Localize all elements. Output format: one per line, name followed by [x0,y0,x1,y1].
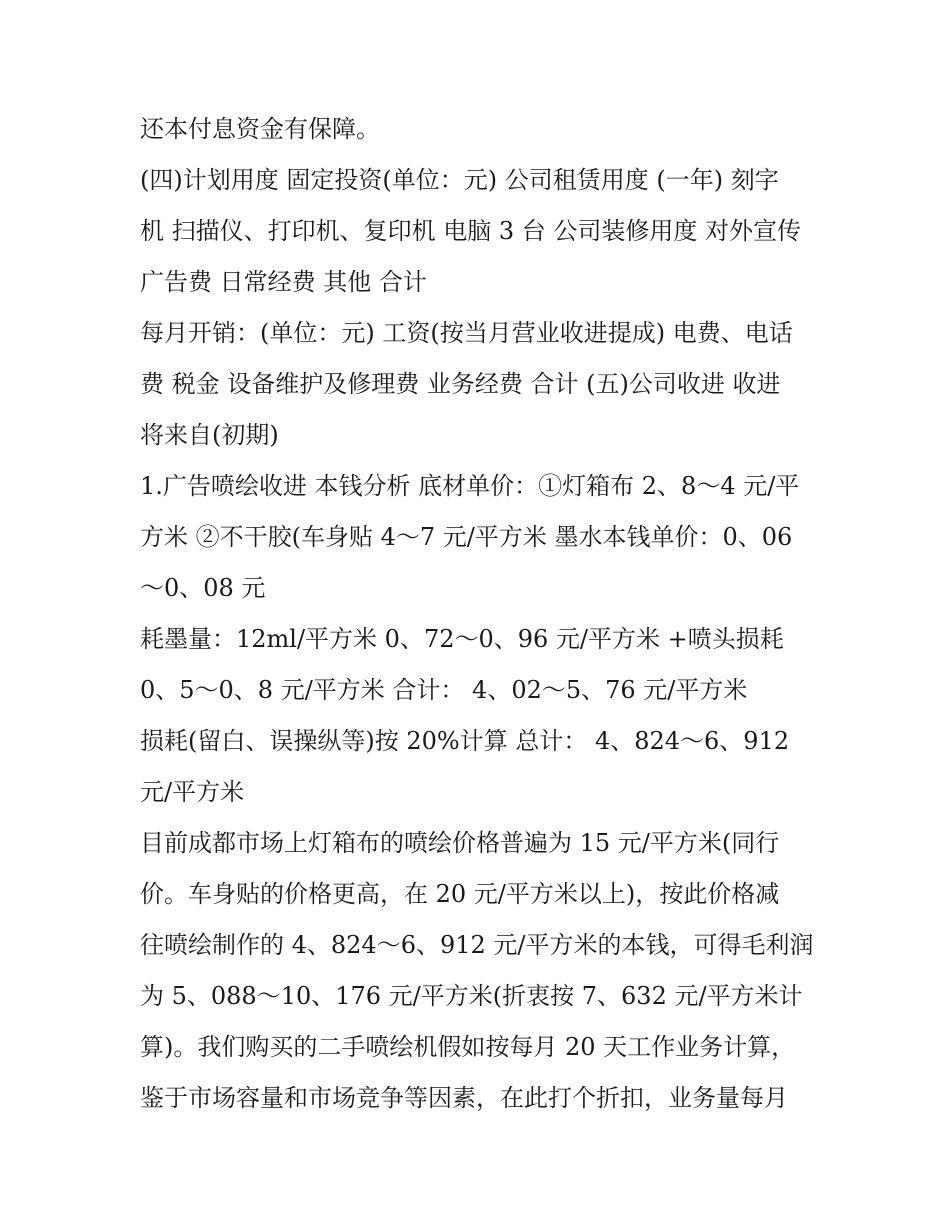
text-line: 算)。我们购买的二手喷绘机假如按每月 20 天工作业务计算， [140,1033,796,1061]
text-line: 广告费 日常经费 其他 合计 [140,268,427,296]
text-line: 1.广告喷绘收进 本钱分析 底材单价：①灯箱布 2、8～4 元/平 [140,472,800,500]
text-line: 为 5、088～10、176 元/平方米(折衷按 7、632 元/平方米计 [140,982,803,1010]
text-line: ～0、08 元 [140,574,266,602]
text-line: 还本付息资金有保障。 [140,115,380,143]
text-line: 目前成都市场上灯箱布的喷绘价格普遍为 15 元/平方米(同行 [140,829,780,857]
text-line: 机 扫描仪、打印机、复印机 电脑 3 台 公司装修用度 对外宣传 [140,217,802,245]
text-line: 鉴于市场容量和市场竞争等因素，在此打个折扣，业务量每月 [140,1084,788,1112]
text-line: 价。车身贴的价格更高，在 20 元/平方米以上)，按此价格减 [140,880,780,908]
document-body [140,104,820,1124]
text-line: 费 税金 设备维护及修理费 业务经费 合计 (五)公司收进 收进 [140,370,781,398]
text-line: 将来自(初期) [140,421,279,449]
text-line: 元/平方米 [140,778,245,806]
text-line: 0、5～0、8 元/平方米 合计： 4、02～5、76 元/平方米 [140,676,748,704]
text-line: 方米 ②不干胶(车身贴 4～7 元/平方米 墨水本钱单价：0、06 [140,523,793,551]
text-line: 每月开销：(单位：元) 工资(按当月营业收进提成) 电费、电话 [140,319,793,347]
text-line: 耗墨量：12ml/平方米 0、72～0、96 元/平方米 +喷头损耗 [140,625,784,653]
text-line: (四)计划用度 固定投资(单位：元) 公司租赁用度 (一年) 刻字 [140,166,779,194]
text-line: 损耗(留白、误操纵等)按 20%计算 总计： 4、824～6、912 [140,727,790,755]
text-line: 往喷绘制作的 4、824～6、912 元/平方米的本钱，可得毛利润 [140,931,814,959]
